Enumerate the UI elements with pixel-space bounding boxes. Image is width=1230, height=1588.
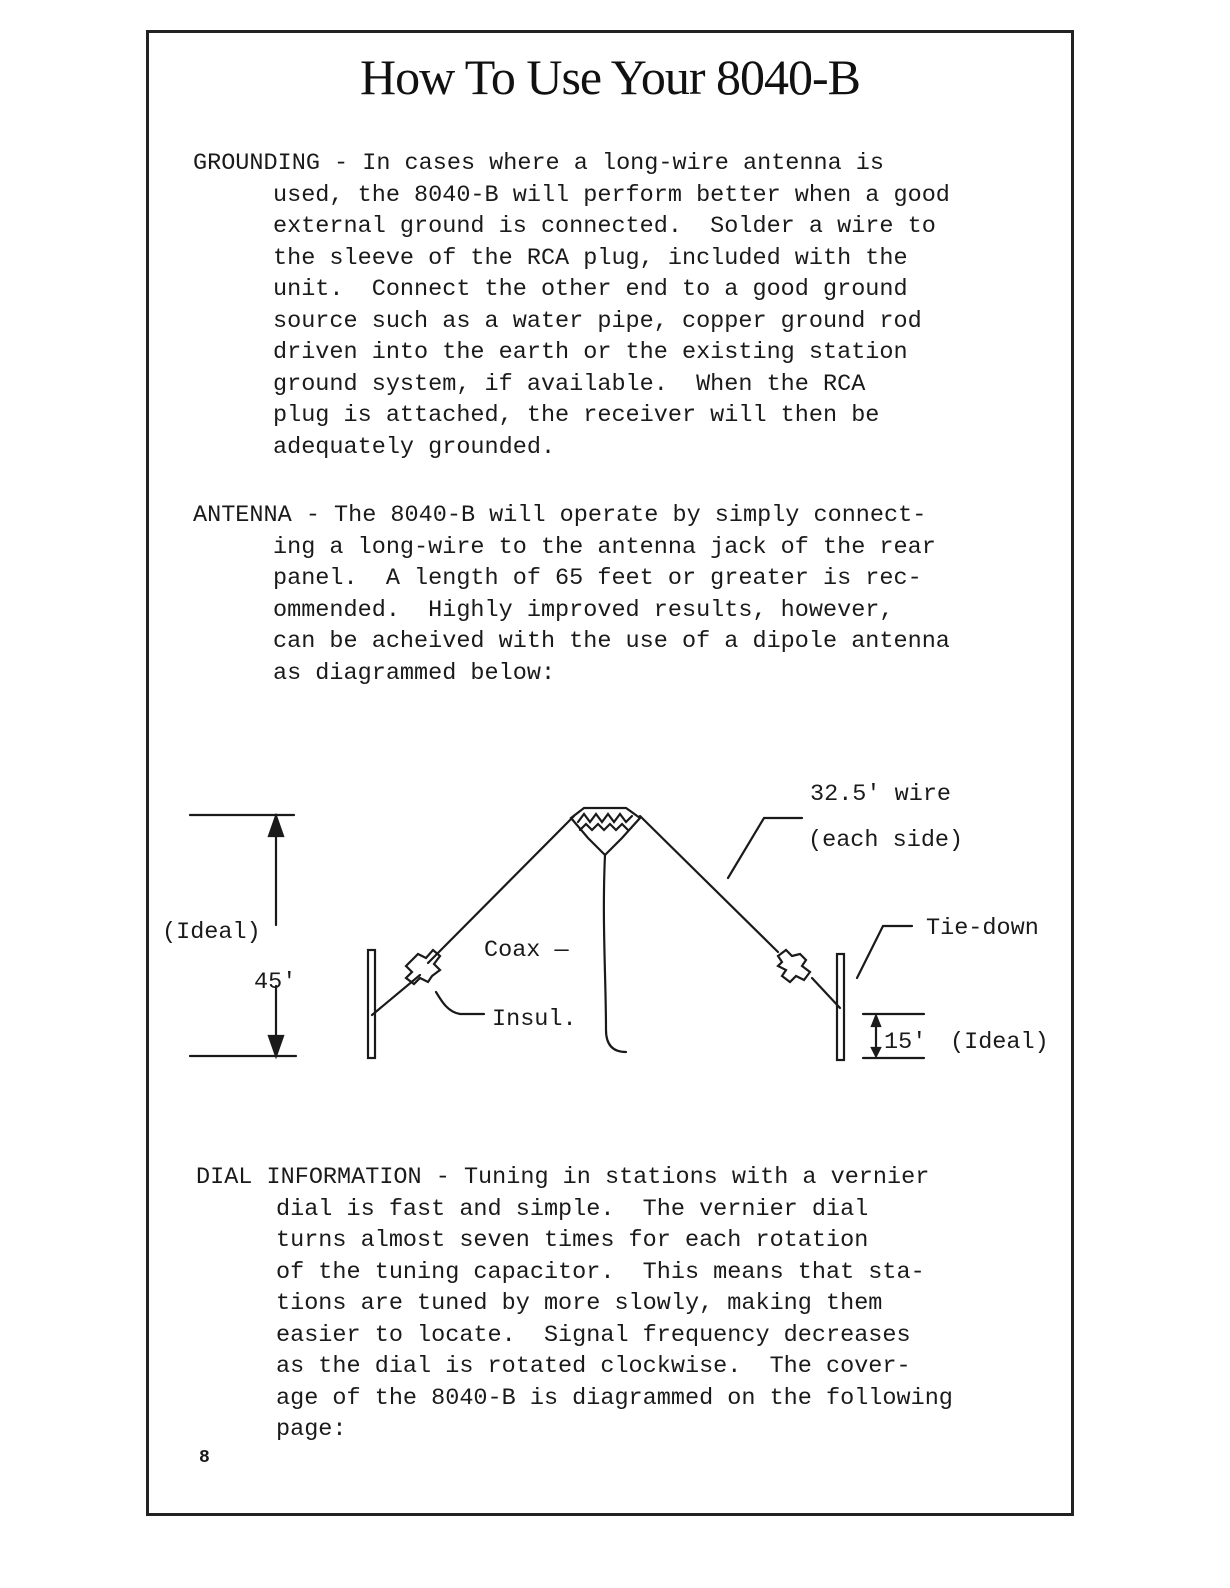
arrow-up-icon xyxy=(269,816,283,836)
tie-down-pointer xyxy=(857,926,912,978)
paragraph-line: external ground is connected. Solder a wire to xyxy=(273,213,936,240)
antenna-first-line: - The 8040-B will operate by simply connect- xyxy=(291,502,927,529)
paragraph-line: driven into the earth or the existing station xyxy=(273,339,908,366)
left-antenna-wire xyxy=(372,975,420,1015)
paragraph-line: tions are tuned by more slowly, making them xyxy=(276,1290,883,1317)
wire-side-label: (each side) xyxy=(808,827,964,854)
coax-label: Coax — xyxy=(484,937,569,964)
dipole-antenna-diagram xyxy=(150,760,1070,1100)
page-title: How To Use Your 8040-B xyxy=(359,49,861,105)
ideal-height-label: (Ideal) xyxy=(162,919,261,946)
paragraph-line: of the tuning capacitor. This means that sta- xyxy=(276,1258,925,1286)
paragraph-line: dial is fast and simple. The vernier dial xyxy=(276,1195,869,1223)
paragraph-line: as diagrammed below: xyxy=(273,659,556,687)
paragraph-line: ommended. Highly improved results, however, xyxy=(273,596,894,624)
paragraph-line: plug is attached, the receiver will then be xyxy=(273,402,880,429)
antenna-heading: ANTENNA xyxy=(193,502,292,529)
paragraph-line: as the dial is rotated clockwise. The cover- xyxy=(276,1353,911,1380)
grounding-first-line: - In cases where a long-wire antenna is xyxy=(319,150,885,177)
paragraph-line: the sleeve of the RCA plug, included with the xyxy=(273,244,908,272)
paragraph-line: turns almost seven times for each rotation xyxy=(276,1227,869,1254)
insul-label: Insul. xyxy=(492,1006,577,1033)
arrow-up-icon xyxy=(872,1016,880,1026)
dial-heading: DIAL INFORMATION xyxy=(196,1164,422,1191)
paragraph-line: ing a long-wire to the antenna jack of the rear xyxy=(273,533,936,561)
right-antenna-wire-lower xyxy=(812,978,840,1008)
antenna-section xyxy=(193,500,950,689)
left-mast xyxy=(368,950,375,1058)
tie-down-label: Tie-down xyxy=(926,915,1039,942)
wire-pointer xyxy=(728,818,802,878)
grounding-section xyxy=(193,148,950,463)
paragraph-line: panel. A length of 65 feet or greater is rec- xyxy=(273,565,922,592)
paragraph-line: adequately grounded. xyxy=(273,433,556,461)
paragraph-line: page: xyxy=(276,1416,347,1443)
page-number: 8 xyxy=(199,1448,210,1468)
paragraph-line: used, the 8040-B will perform better when a good xyxy=(273,181,950,209)
insul-pointer xyxy=(436,992,484,1014)
arrow-down-icon xyxy=(269,1036,283,1056)
coax-cable xyxy=(604,855,626,1052)
dial-first-line: - Tuning in stations with a vernier xyxy=(421,1164,930,1191)
height-value-label: 45' xyxy=(254,969,297,996)
center-zigzag xyxy=(578,814,632,822)
arrow-down-icon xyxy=(872,1048,880,1056)
paragraph-line: unit. Connect the other end to a good ground xyxy=(273,276,908,303)
paragraph-line: age of the 8040-B is diagrammed on the following xyxy=(276,1384,953,1412)
center-zigzag-lower xyxy=(580,824,628,830)
tie-down-ideal-label: (Ideal) xyxy=(950,1029,1049,1056)
center-insulator xyxy=(571,808,640,855)
right-insulator xyxy=(778,950,810,982)
grounding-heading: GROUNDING xyxy=(193,150,320,177)
tie-down-height-label: 15' xyxy=(884,1029,927,1056)
paragraph-line: source such as a water pipe, copper ground rod xyxy=(273,307,922,335)
paragraph-line: can be acheived with the use of a dipole antenna xyxy=(273,628,950,655)
paragraph-line: easier to locate. Signal frequency decreases xyxy=(276,1321,911,1349)
dial-information-section xyxy=(196,1162,953,1446)
paragraph-line: ground system, if available. When the RCA xyxy=(273,370,866,398)
wire-length-label: 32.5' wire xyxy=(810,781,952,808)
right-antenna-wire xyxy=(640,816,778,952)
